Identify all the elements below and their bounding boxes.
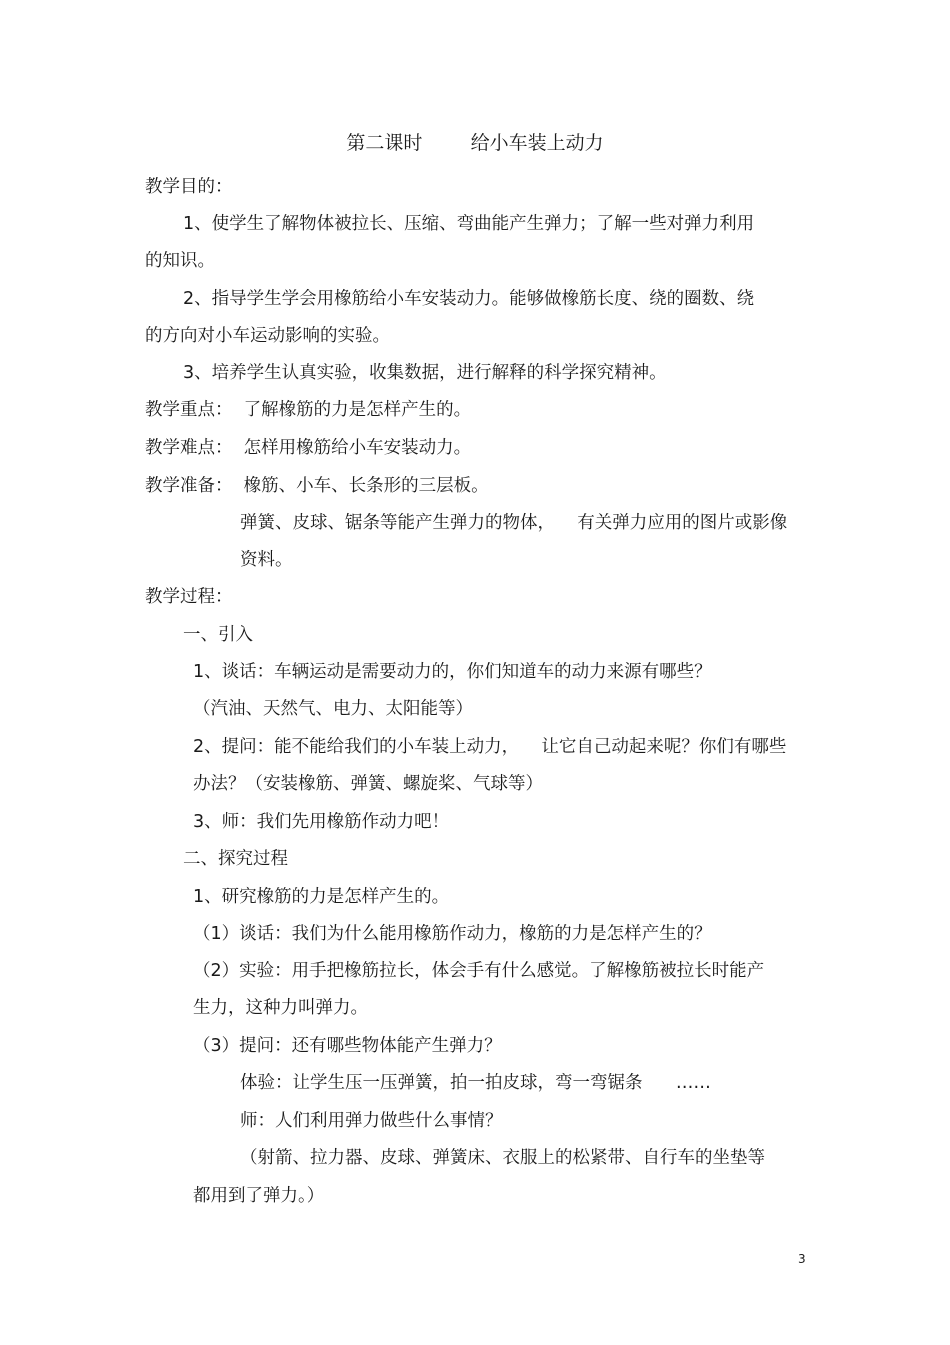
text-line: 2、指导学生学会用橡筋给小车安装动力。能够做橡筋长度、绕的圈数、绕	[183, 289, 755, 309]
text-line: （1）谈话：我们为什么能用橡筋作动力，橡筋的力是怎样产生的？	[193, 924, 712, 944]
text-line: （3）提问：还有哪些物体能产生弹力？	[193, 1036, 502, 1056]
text-line: 3、师：我们先用橡筋作动力吧！	[193, 812, 450, 832]
text-line: 教学准备： 橡筋、小车、长条形的三层板。	[145, 476, 489, 496]
text-line: 都用到了弹力。）	[193, 1186, 325, 1206]
text-line: 教学目的：	[145, 177, 233, 197]
text-line: 体验：让学生压一压弹簧，拍一拍皮球，弯一弯锯条 ……	[240, 1073, 711, 1093]
text-line: 教学重点： 了解橡筋的力是怎样产生的。	[145, 400, 472, 420]
text-line: 1、谈话：车辆运动是需要动力的，你们知道车的动力来源有哪些？	[193, 662, 712, 682]
text-line: 一、引入	[183, 625, 253, 645]
text-line: 的知识。	[145, 251, 215, 271]
text-line: 资料。	[240, 550, 293, 570]
text-line: 生力，这种力叫弹力。	[193, 998, 368, 1018]
page-number: 3	[798, 1252, 806, 1266]
text-line: 1、研究橡筋的力是怎样产生的。	[193, 887, 450, 907]
text-line: 师：人们利用弹力做些什么事情？	[240, 1111, 503, 1131]
text-line: （2）实验：用手把橡筋拉长，体会手有什么感觉。了解橡筋被拉长时能产	[193, 961, 765, 981]
text-line: 教学过程：	[145, 587, 233, 607]
text-line: 办法？（安装橡筋、弹簧、螺旋桨、气球等）	[193, 774, 543, 794]
text-line: 教学难点： 怎样用橡筋给小车安装动力。	[145, 438, 472, 458]
text-line: 2、提问：能不能给我们的小车装上动力， 让它自己动起来呢？你们有哪些	[193, 737, 787, 757]
text-line: 二、探究过程	[183, 849, 288, 869]
page-title: 第二课时 给小车装上动力	[346, 132, 604, 154]
text-line: （汽油、天然气、电力、太阳能等）	[193, 699, 473, 719]
text-line: 1、使学生了解物体被拉长、压缩、弯曲能产生弹力；了解一些对弹力利用	[183, 214, 755, 234]
text-line: 弹簧、皮球、锯条等能产生弹力的物体， 有关弹力应用的图片或影像	[240, 513, 788, 533]
text-line: 的方向对小车运动影响的实验。	[145, 326, 390, 346]
text-line: （射箭、拉力器、皮球、弹簧床、衣服上的松紧带、自行车的坐垫等	[240, 1148, 765, 1168]
text-line: 3、培养学生认真实验，收集数据，进行解释的科学探究精神。	[183, 363, 667, 383]
